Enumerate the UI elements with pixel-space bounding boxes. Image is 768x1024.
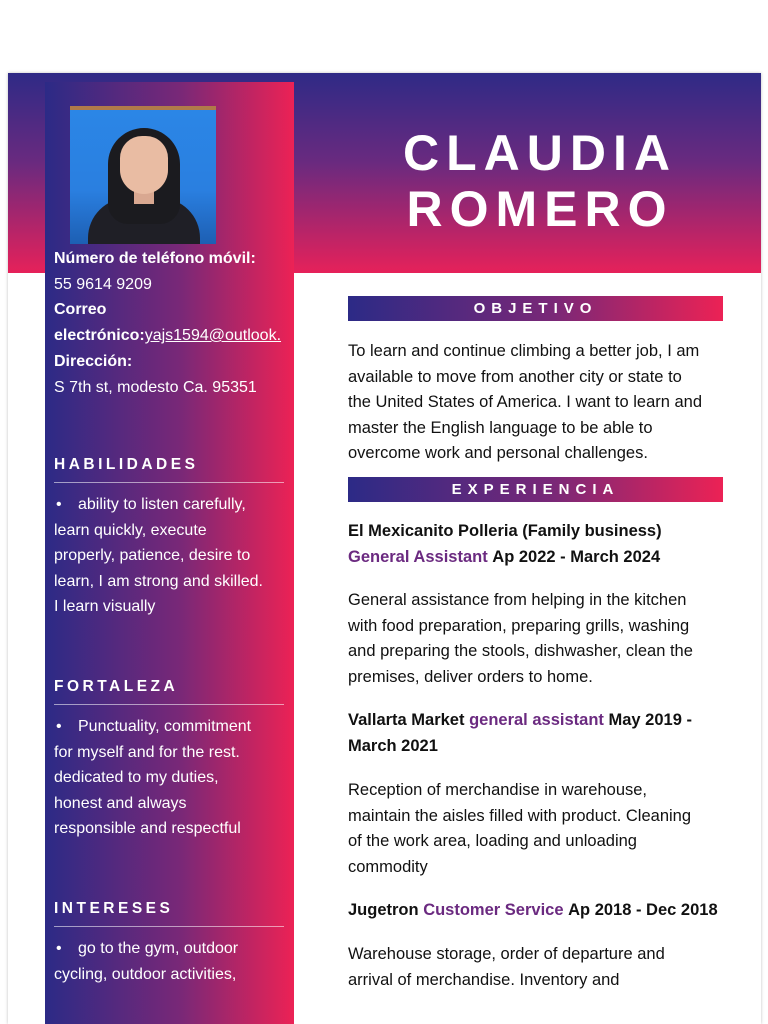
job-entry: [348, 519, 723, 570]
skills-title: HABILIDADES: [54, 456, 284, 483]
job-dates-cont: March 2021: [348, 736, 438, 755]
job-company: Vallarta Market: [348, 711, 465, 729]
skills-section: [54, 456, 284, 620]
name-first: CLAUDIA: [403, 125, 677, 181]
profile-photo: [70, 106, 216, 244]
strengths-title: FORTALEZA: [54, 678, 284, 705]
interests-text: • go to the gym, outdoor cycling, outdoor activities,: [54, 936, 284, 987]
job-company: El Mexicanito Polleria (Family business): [348, 522, 662, 540]
job-entry: [348, 708, 723, 759]
job-company: Jugetron: [348, 901, 419, 919]
contact-info: [54, 246, 294, 400]
interests-section: [54, 900, 284, 987]
experience-heading: EXPERIENCIA: [348, 477, 723, 502]
job-role: general assistant: [469, 711, 604, 729]
sidebar: [45, 82, 294, 1024]
bullet-icon: •: [56, 940, 62, 957]
strengths-text: • Punctuality, commitment for myself and for the rest. dedicated to my duties, honest and always responsible and respectful: [54, 714, 284, 842]
skills-text: • ability to listen carefully, learn quickly, execute properly, patience, desire to learn, I am strong and skilled. I learn visually: [54, 492, 284, 620]
bullet-icon: •: [56, 496, 62, 513]
job-description: General assistance from helping in the kitchen with food preparation, preparing grills, washing and preparing the stools, dishwasher, clean the premises, deliver orders to home.: [348, 591, 693, 686]
objective-text: To learn and continue climbing a better job, I am available to move from another city or state to the United States of America. I want to learn and master the English language to be able to overcome work and personal challenges.: [348, 342, 703, 463]
job-role: Customer Service: [423, 901, 564, 919]
objective-heading: OBJETIVO: [348, 296, 723, 321]
email-label-line2: electrónico:: [54, 327, 145, 345]
job-dates: Ap 2022 - March 2024: [492, 547, 661, 566]
resume-page: [8, 73, 761, 1024]
address-label: Dirección:: [54, 352, 133, 370]
email-link[interactable]: yajs1594@outlook.: [144, 327, 282, 345]
job-description: Reception of merchandise in warehouse, maintain the aisles filled with product. Cleaning of the work area, loading and unloading commodity: [348, 781, 692, 876]
strengths-section: [54, 678, 284, 842]
phone-value: 55 9614 9209: [54, 275, 152, 293]
name-last: ROMERO: [406, 181, 674, 237]
bullet-icon: •: [56, 718, 62, 735]
address-value: S 7th st, modesto Ca. 95351: [54, 378, 257, 396]
job-description: Warehouse storage, order of departure and arrival of merchandise. Inventory and: [348, 945, 665, 989]
job-dates: Ap 2018 - Dec 2018: [568, 901, 718, 919]
job-role: General Assistant: [348, 547, 488, 566]
job-dates: May 2019 -: [608, 711, 692, 729]
phone-label: Número de teléfono móvil:: [54, 250, 256, 267]
interests-title: INTERESES: [54, 900, 284, 927]
email-label-line1: Correo: [54, 301, 107, 319]
candidate-name: [308, 125, 761, 237]
job-entry: [348, 898, 723, 924]
